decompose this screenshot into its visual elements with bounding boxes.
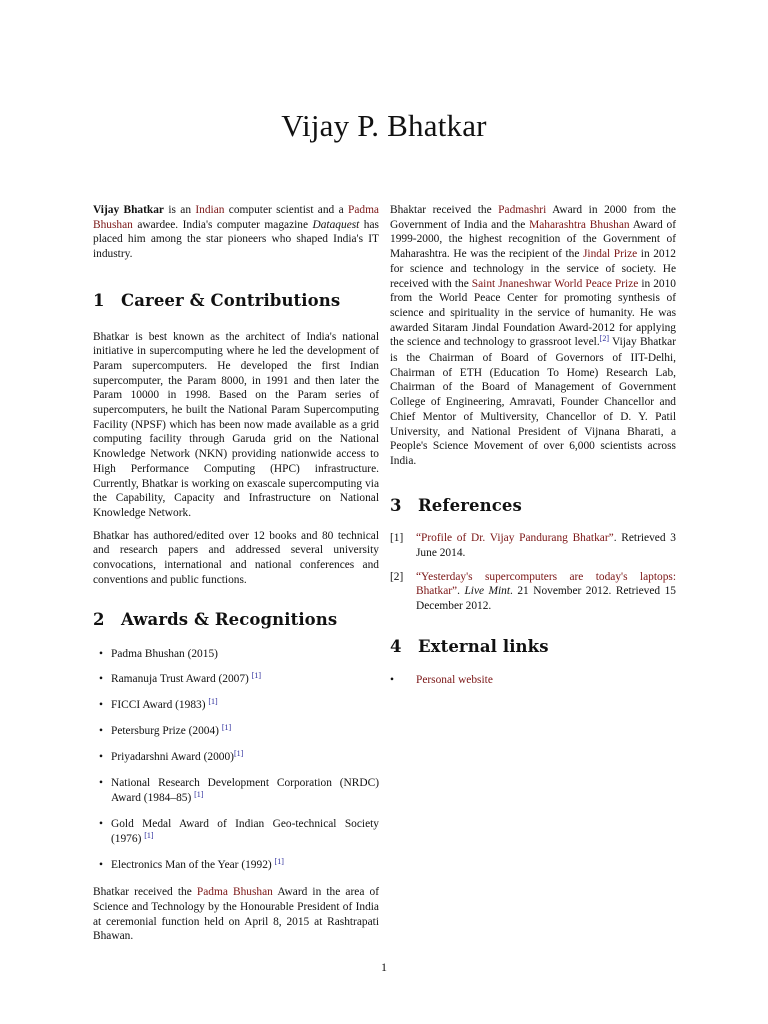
award-text: FICCI Award (1983): [111, 699, 209, 712]
paragraph-text: Bhaktar received the: [390, 204, 499, 216]
award-text: Petersburg Prize (2004): [111, 725, 222, 738]
list-item: [390, 673, 676, 688]
citation-link[interactable]: [1]: [208, 697, 218, 707]
section-heading-references: [390, 495, 676, 515]
paragraph-text: in 2012 for science and technology in the service of society. He received with the: [390, 248, 677, 290]
section-title: External links: [418, 636, 549, 656]
citation-link[interactable]: [1]: [194, 789, 204, 799]
link-jindal-prize[interactable]: Jindal Prize: [583, 248, 638, 261]
section-number: 2: [93, 610, 105, 630]
award-text: Padma Bhushan (2015): [111, 648, 218, 661]
list-item: [93, 776, 379, 806]
reference-text: . Retrieved 3 June 2014.: [416, 532, 676, 560]
awards-closing-paragraph: [93, 885, 379, 944]
award-text: National Research Development Corporation (NRDC) Award (1984–85): [111, 777, 379, 804]
link-indian[interactable]: Indian: [195, 204, 225, 216]
reference-link[interactable]: “Yesterday's supercomputers are today's laptops: Bhatkar”: [416, 570, 676, 598]
intro-text: awardee. India's computer magazine: [132, 218, 313, 231]
citation-link[interactable]: [1]: [274, 856, 284, 866]
reference-body: [416, 531, 676, 560]
section-title: Awards & Recognitions: [121, 610, 338, 630]
reference-text: .: [457, 585, 465, 598]
paragraph-text: in 2010 from the World Peace Center for promoting synthesis of science and spirituality in the service of humanity. He was awarded Sitaram Jindal Foundation Award-2012 for applying the science and technology to grassroot level.: [390, 277, 676, 349]
section-heading-awards: [93, 610, 379, 630]
reference-link[interactable]: “Profile of Dr. Vijay Pandurang Bhatkar”: [416, 532, 614, 545]
intro-text: has placed him among the star pioneers who shaped India's IT industry.: [93, 218, 379, 261]
reference-number: [1]: [390, 532, 404, 545]
references-list: [390, 531, 676, 614]
list-item: [93, 724, 379, 740]
reference-text: . 21 November 2012. Retrieved 15 December 2012.: [416, 585, 676, 613]
list-item: [93, 750, 379, 766]
section-number: 1: [93, 290, 105, 310]
list-item: [93, 858, 379, 874]
paragraph-text: Award in the area of Science and Technology by the Honourable President of India at ceremonial function held on April 8, 2015 at Rashtrapati Bhawan.: [93, 886, 379, 943]
award-text: Electronics Man of the Year (1992): [111, 858, 275, 871]
intro-text: is an: [164, 204, 196, 216]
intro-text: computer scientist and a: [224, 204, 348, 216]
personal-website-link[interactable]: Personal website: [416, 673, 493, 686]
intro-paragraph: [93, 203, 379, 262]
award-text: Priyadarshni Award (2000): [111, 751, 234, 764]
reference-body: [416, 570, 676, 614]
career-paragraph-2: Bhatkar has authored/edited over 12 books and 80 technical and research papers and addressed several university convocations, international and national conferences and conventions and public functions.: [93, 529, 379, 586]
left-column: [93, 203, 379, 944]
link-padmashri[interactable]: Padmashri: [498, 204, 547, 216]
award-text: Gold Medal Award of Indian Geo-technical Society (1976): [111, 817, 379, 845]
paragraph-text: Vijay Bhatkar is the Chairman of Board of Governors of IIT-Delhi, Chairman of ETH (Education To Home) Research Lab, Chairman of the Board of Management of Government College of Engineering, Amravati, Founder Chancellor and Chief Mentor of Multiversity, Chancellor of D. Y. Patil University, and National President of Vijnana Bharati, a People's Science Movement of over 6,000 scientists across India.: [390, 336, 676, 467]
page-title: Vijay P. Bhatkar: [281, 108, 487, 143]
citation-link[interactable]: [1]: [233, 749, 244, 759]
link-padma-bhushan[interactable]: Padma Bhushan: [93, 204, 379, 231]
list-item: [93, 647, 379, 662]
recognition-paragraph: [390, 203, 676, 469]
awards-list: [93, 647, 379, 873]
list-item: [93, 817, 379, 847]
reference-item: [390, 531, 676, 560]
reference-source: Live Mint: [464, 585, 511, 598]
link-saint-jnaneshwar-prize[interactable]: Saint Jnaneshwar World Peace Prize: [471, 277, 639, 290]
citation-link[interactable]: [1]: [221, 723, 232, 733]
page-number: 1: [381, 960, 387, 974]
section-title: Career & Contributions: [121, 290, 341, 310]
magazine-name: Dataquest: [312, 218, 360, 231]
right-column: [390, 203, 676, 687]
section-heading-external-links: [390, 636, 676, 656]
link-maharashtra-bhushan[interactable]: Maharashtra Bhushan: [529, 218, 630, 231]
reference-item: [390, 570, 676, 614]
citation-link[interactable]: [1]: [251, 671, 262, 681]
section-number: 3: [390, 495, 402, 515]
citation-link[interactable]: [1]: [144, 830, 154, 840]
external-links-list: [390, 673, 676, 688]
reference-number: [2]: [390, 570, 404, 583]
citation-link[interactable]: [2]: [599, 334, 609, 344]
paragraph-text: Bhatkar received the: [93, 886, 197, 899]
section-number: 4: [390, 636, 402, 656]
paragraph-text: Award of 1999-2000, the highest recognition of the Government of Maharashtra. He was the recipient of the: [390, 218, 676, 261]
paragraph-text: Award in 2000 from the Government of India and the: [390, 204, 676, 231]
list-item: [93, 672, 379, 688]
section-heading-career: [93, 290, 379, 310]
section-title: References: [418, 495, 522, 515]
link-padma-bhushan[interactable]: Padma Bhushan: [196, 886, 273, 899]
subject-name: Vijay Bhatkar: [93, 204, 164, 216]
career-paragraph-1: Bhatkar is best known as the architect of India's national initiative in supercomputing where he led the development of Param supercomputers. He developed the first Indian supercomputer, the Param 8000, in 1991 and then later the Param 10000 in 1998. Based on the Param series of supercomputers, he built the National Param Supercomputing Facility (NPSF) which has been now made available as a grid computing facility through Garuda grid on the National Knowledge Network (NKN) providing nationwide access to High Performance Computing (HPC) infrastructure. Currently, Bhatkar is working on exascale supercomputing via the Capability, Capacity and Infrastructure on National Knowledge Network.: [93, 330, 379, 519]
list-item: [93, 698, 379, 714]
award-text: Ramanuja Trust Award (2007): [111, 673, 252, 686]
